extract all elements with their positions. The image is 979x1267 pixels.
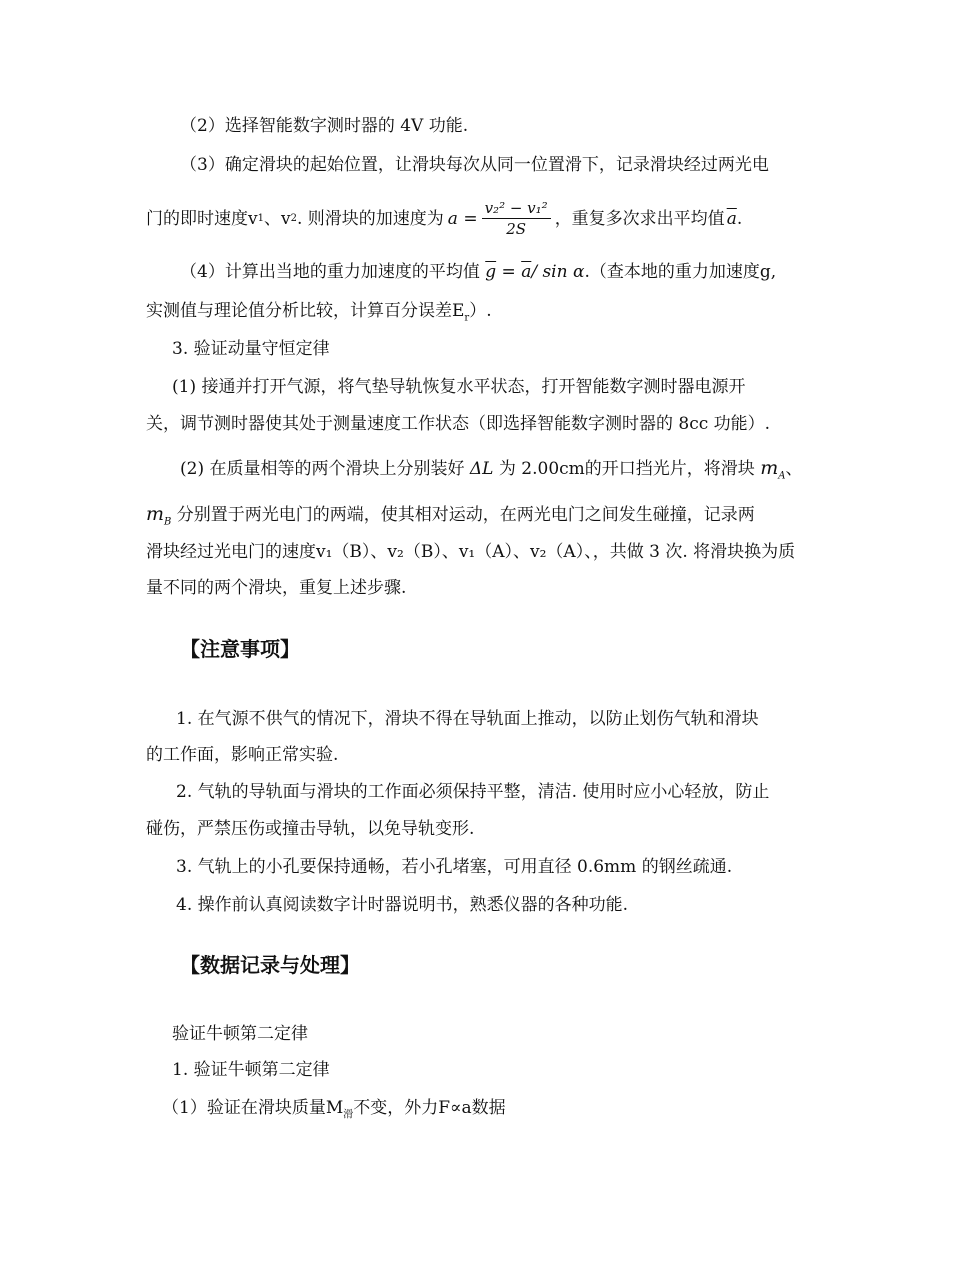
error-text: 实测值与理论值分析比较，计算百分误差E <box>146 301 465 321</box>
precaution-2: 2. 气轨的导轨面与滑块的工作面必须保持平整，清洁. 使用时应小心轻放，防止 <box>176 782 770 802</box>
step-2-cont-text: 分别置于两光电门的两端，使其相对运动，在两光电门之间发生碰撞，记录两 <box>176 505 755 525</box>
velocity-formula-line: 门的即时速度v 1 、v 2 . 则滑块的加速度为 a = $\frac{\text{v₂² − v₁²}}{2S}$ ，重复多次求出平均值 $\overline{a}$ . <box>146 199 743 238</box>
data-heading: 【数据记录与处理】 <box>180 953 360 977</box>
error-line <box>146 299 492 323</box>
sub-r: r <box>464 312 470 324</box>
g-bar: $\overline{g}$ <box>485 262 497 282</box>
precaution-4: 4. 操作前认真阅读数字计时器说明书，熟悉仪器的各种功能. <box>176 895 629 915</box>
data-line-3-tail: 不变，外力F∝a数据 <box>353 1098 506 1118</box>
m-a: m <box>760 457 779 479</box>
fraction-denominator: 2S <box>506 220 527 238</box>
gravity-tail: .（查本地的重力加速度g, <box>584 262 777 282</box>
step-2-text-b: 为 2.00cm的开口挡光片，将滑块 <box>498 459 755 479</box>
a-bar-2: $\overline{a}$ <box>521 262 532 282</box>
error-tail: ）. <box>469 301 492 321</box>
average-text: ，重复多次求出平均值 <box>554 209 725 229</box>
precautions-heading: 【注意事项】 <box>180 637 300 661</box>
momentum-step-1: (1) 接通并打开气源，将气垫导轨恢复水平状态，打开智能数字测时器电源开 <box>172 377 746 397</box>
data-line-1: 验证牛顿第二定律 <box>172 1024 308 1044</box>
sub-b: B <box>164 516 172 528</box>
momentum-step-1-cont: 关，调节测时器使其处于测量速度工作状态（即选择智能数字测时器的 8cc 功能）. <box>146 414 771 434</box>
sub-a: A <box>778 470 786 482</box>
delta-l: ΔL <box>469 459 494 479</box>
data-line-3 <box>162 1096 506 1120</box>
momentum-step-2-cont2: 滑块经过光电门的速度v₁（B）、v₂（B）、v₁（A）、v₂（A）、，共做 3 次. 将滑块换为质 <box>146 542 796 562</box>
precaution-3: 3. 气轨上的小孔要保持通畅，若小孔堵塞，可用直径 0.6mm 的钢丝疏通. <box>176 857 733 877</box>
step-3-line: （3）确定滑块的起始位置，让滑块每次从同一位置滑下，记录滑块经过两光电 <box>180 155 769 175</box>
precaution-1: 1. 在气源不供气的情况下，滑块不得在导轨面上推动，以防止划伤气轨和滑块 <box>176 709 759 729</box>
momentum-step-2-cont <box>146 502 755 527</box>
velocity-text: 门的即时速度v <box>146 209 258 229</box>
velocity-sep: 、v <box>263 209 291 229</box>
step-4-line <box>180 260 776 284</box>
data-line-2: 1. 验证牛顿第二定律 <box>172 1060 330 1080</box>
data-line-3-text: （1）验证在滑块质量M <box>162 1098 344 1118</box>
gravity-text: （4）计算出当地的重力加速度的平均值 <box>180 262 480 282</box>
momentum-step-2 <box>180 456 802 481</box>
acceleration-text: . 则滑块的加速度为 <box>296 209 444 229</box>
precaution-2-cont: 碰伤，严禁压伤或撞击导轨，以免导轨变形. <box>146 819 475 839</box>
acceleration-fraction <box>482 199 551 239</box>
step-2-text: (2) 在质量相等的两个滑块上分别装好 <box>180 459 465 479</box>
a-equals: a = <box>447 209 478 229</box>
period: . <box>736 209 743 229</box>
equals: = <box>496 262 522 282</box>
precaution-1-cont: 的工作面，影响正常实验. <box>146 745 339 765</box>
a-bar: $\overline{a}$ <box>726 209 737 229</box>
sub-slider: 滑 <box>343 1109 354 1121</box>
fraction-numerator: v₂² − v₁² <box>482 199 551 219</box>
momentum-step-2-cont3: 量不同的两个滑块，重复上述步骤. <box>146 578 407 598</box>
section-3-title: 3. 验证动量守恒定律 <box>172 339 330 359</box>
m-b: m <box>146 503 165 525</box>
separator: 、 <box>785 459 803 479</box>
sin-alpha: / sin α <box>531 262 585 282</box>
step-2-line: （2）选择智能数字测时器的 4V 功能. <box>180 116 469 136</box>
